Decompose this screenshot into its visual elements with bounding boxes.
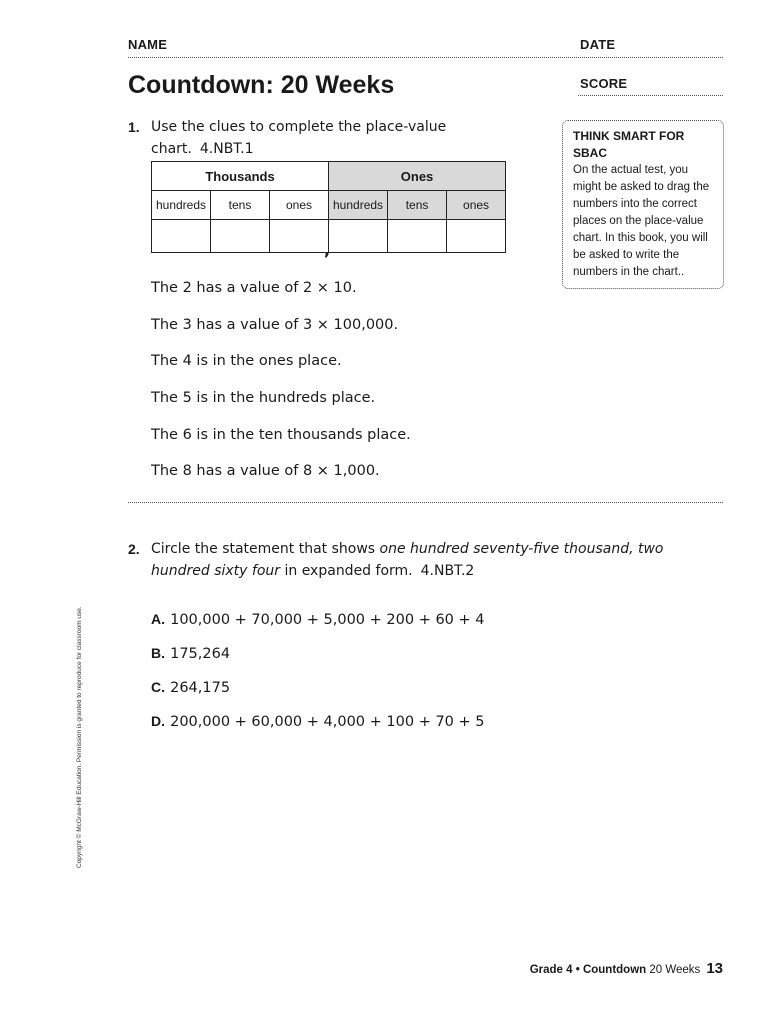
- option-text: 264,175: [170, 680, 231, 696]
- question-2-text-end: in expanded form.: [280, 563, 413, 579]
- clue: The 2 has a value of 2 × 10.: [151, 280, 357, 296]
- entry-cell[interactable]: [388, 220, 447, 253]
- column-header: hundreds: [329, 191, 388, 220]
- name-date-line: [128, 57, 723, 58]
- answer-option-c[interactable]: [151, 677, 230, 696]
- think-smart-sidebar: [562, 120, 724, 289]
- answer-option-b[interactable]: [151, 643, 230, 662]
- period-comma: ,: [324, 240, 331, 259]
- score-label: SCORE: [580, 76, 628, 91]
- column-header: hundreds: [152, 191, 211, 220]
- clue: The 4 is in the ones place.: [151, 353, 342, 369]
- section-divider: [128, 502, 723, 503]
- clue: The 6 is in the ten thousands place.: [151, 427, 411, 443]
- question-2-text-start: Circle the statement that shows: [151, 541, 380, 557]
- footer-section: Countdown: [582, 964, 647, 976]
- option-letter: C.: [151, 679, 165, 695]
- question-1-prompt: [151, 116, 551, 160]
- entry-cell[interactable]: [447, 220, 506, 253]
- column-header: tens: [211, 191, 270, 220]
- option-text: 175,264: [170, 646, 231, 662]
- column-header: ones: [447, 191, 506, 220]
- answer-option-a[interactable]: [151, 609, 485, 628]
- question-2-number-words: one hundred seventy-five thousand, two hundred sixty four: [151, 541, 664, 579]
- question-1-text: Use the clues to complete the place-value chart.: [151, 119, 447, 157]
- option-text: 100,000 + 70,000 + 5,000 + 200 + 60 + 4: [170, 612, 485, 628]
- column-header: tens: [388, 191, 447, 220]
- footer-bullet: •: [572, 964, 583, 976]
- clue: The 3 has a value of 3 × 100,000.: [151, 317, 399, 333]
- footer-grade: Grade 4: [529, 964, 573, 976]
- entry-cell[interactable]: [152, 220, 211, 253]
- entry-cell[interactable]: [270, 220, 331, 259]
- group-thousands: Thousands: [152, 162, 329, 191]
- score-line: [578, 95, 723, 96]
- footer-weeks: 20 Weeks: [649, 964, 701, 976]
- option-letter: D.: [151, 713, 165, 729]
- group-ones: Ones: [329, 162, 506, 191]
- column-header: ones: [270, 191, 329, 220]
- question-2-prompt: [151, 538, 691, 582]
- option-letter: B.: [151, 645, 165, 661]
- page-number: 13: [706, 960, 723, 977]
- name-label: NAME: [128, 37, 168, 52]
- entry-cell[interactable]: [329, 220, 388, 253]
- question-1-number: 1.: [128, 119, 140, 135]
- clue: The 5 is in the hundreds place.: [151, 390, 376, 406]
- clue: The 8 has a value of 8 × 1,000.: [151, 463, 380, 479]
- copyright-notice: Copyright © McGraw-Hill Education. Permission is granted to reproduce for classroom use.: [76, 606, 83, 868]
- sidebar-title: THINK SMART FOR SBAC: [573, 129, 685, 160]
- page-footer: [530, 960, 723, 977]
- option-text: 200,000 + 60,000 + 4,000 + 100 + 70 + 5: [170, 714, 485, 730]
- page-title: Countdown: 20 Weeks: [128, 71, 395, 99]
- sidebar-body: On the actual test, you might be asked to drag the numbers into the correct places on the place-value chart. In this book, you will be asked to write the numbers in the chart..: [573, 164, 710, 278]
- entry-cell[interactable]: [211, 220, 270, 253]
- date-label: DATE: [580, 37, 616, 52]
- question-2-standard: 4.NBT.2: [420, 563, 475, 579]
- option-letter: A.: [151, 611, 165, 627]
- answer-option-d[interactable]: [151, 711, 485, 730]
- question-2-number: 2.: [128, 541, 140, 557]
- question-1-standard: 4.NBT.1: [199, 141, 254, 157]
